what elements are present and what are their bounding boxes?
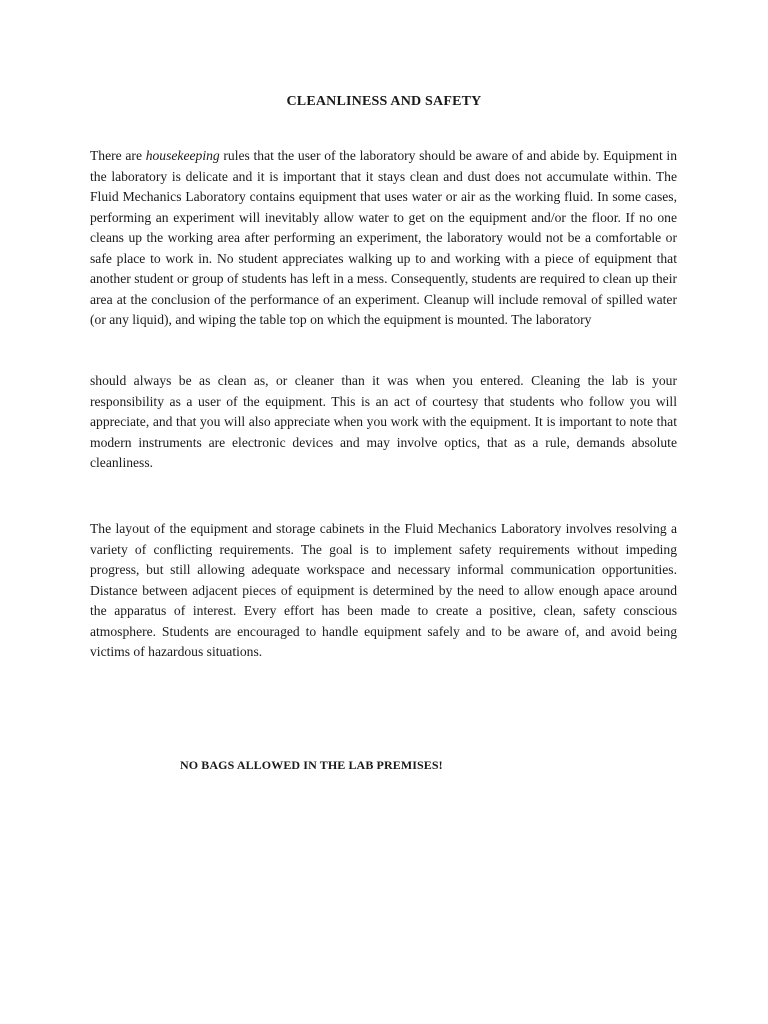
housekeeping-emphasis: housekeeping <box>145 148 220 163</box>
paragraph-cleanliness: should always be as clean as, or cleaner than it was when you entered. Cleaning the lab is your responsibility as a user of the equipment. This is an act of courtesy that students who follow you will appreciate, and that you will also appreciate when you work with the equipment. It is important to note that modern instruments are electronic devices and may involve optics, that as a rule, demands absolute cleanliness. <box>90 373 677 470</box>
paragraph-lead: There are <box>90 148 146 163</box>
page-title: CLEANLINESS AND SAFETY <box>286 94 482 109</box>
paragraph-layout: The layout of the equipment and storage cabinets in the Fluid Mechanics Laboratory involves resolving a variety of conflicting requirements. The goal is to implement safety requirements without impeding progress, but still allowing adequate workspace and necessary informal communication opportunities. Distance between adjacent pieces of equipment is determined by the need to allow enough apace around the apparatus of interest. Every effort has been made to create a positive, clean, safety conscious atmosphere. Students are encouraged to handle equipment safely and to be aware of, and avoid being victims of hazardous situations. <box>90 521 677 659</box>
no-bags-notice: NO BAGS ALLOWED IN THE LAB PREMISES! <box>180 758 443 772</box>
paragraph-body: rules that the user of the laboratory should be aware of and abide by. Equipment in the laboratory is delicate and it is important that it stays clean and dust does not accumulate within. The Fluid Mechanics Laboratory contains equipment that uses water or air as the working fluid. In some cases, performing an experiment will inevitably allow water to get on the equipment and/or the floor. If no one cleans up the working area after performing an experiment, the laboratory would not be a comfortable or safe place to work in. No student appreciates walking up to and working with a piece of equipment that another student or group of students has left in a mess. Consequently, students are required to clean up their area at the conclusion of the performance of an experiment. Cleanup will include removal of spilled water (or any liquid), and wiping the table top on which the equipment is mounted. The laboratory <box>90 148 678 327</box>
paragraph-housekeeping <box>90 146 677 331</box>
